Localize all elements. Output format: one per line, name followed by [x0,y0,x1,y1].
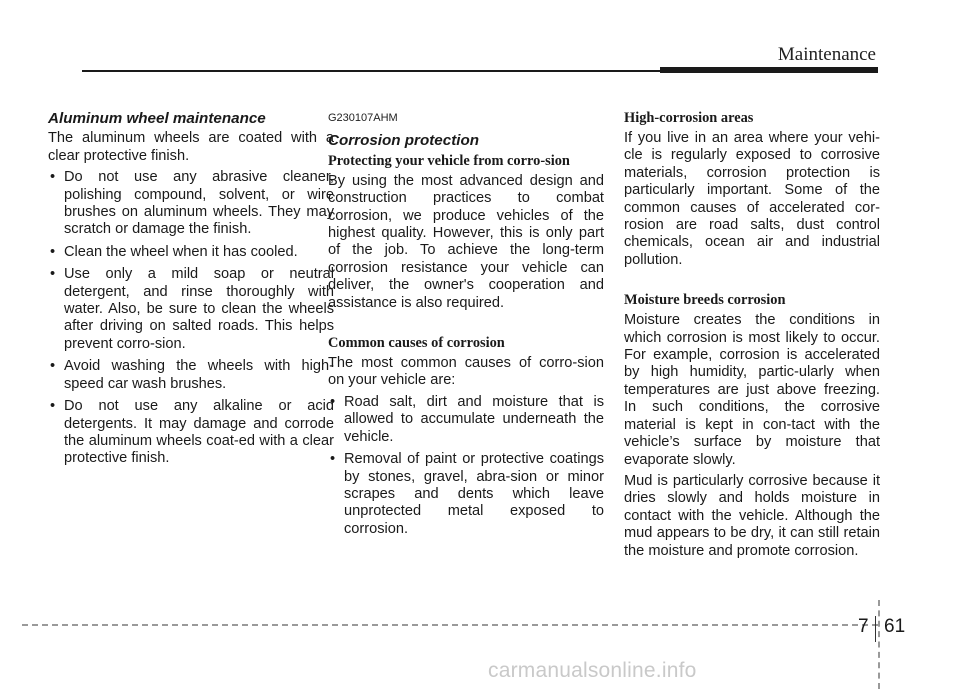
subheading-common-causes: Common causes of corrosion [328,335,505,352]
list-item: • Do not use any alkaline or acid detergents. It may damage and corrode the aluminum wheels coat-ed with a clear protective finish. [48,398,334,468]
header-rule-thick [660,67,878,73]
section-title: Maintenance [777,44,876,65]
list-item: • Do not use any abrasive cleaner, polishing compound, solvent, or wire brushes on aluminum wheels. They may scratch or damage the finish. [48,169,334,239]
column-corrosion-protection [328,110,604,543]
paragraph-high-corrosion: If you live in an area where your vehi-cle is regularly exposed to corrosive materials, corrosion protection is particularly important. Some of the common causes of accelerated cor-rosion are road salts, dust control chemicals, ocean air and industrial pollution. [624,130,880,268]
watermark: carmanualsonline.info [488,659,697,682]
footer-dashed-vertical [878,600,880,689]
page-number: 61 [884,616,906,637]
subheading-moisture: Moisture breeds corrosion [624,292,786,309]
list-item: • Clean the wheel when it has cooled. [48,244,334,261]
paragraph-common-causes: The most common causes of corro-sion on your vehicle are: [328,355,604,389]
intro-paragraph: The aluminum wheels are coated with a clear protective finish. [48,130,334,164]
wheel-care-list [48,169,334,468]
paragraph-protecting: By using the most advanced design and construction practices to combat corrosion, we produce vehicles of the highest quality. However, this is only part of the job. To achieve the long-term corrosion resistance your vehicle can deliver, the owner's cooperation and assistance is also required. [328,172,604,311]
subheading-high-corrosion: High-corrosion areas [624,110,754,126]
heading-corrosion-protection: Corrosion protection [328,132,480,150]
column-high-corrosion [624,110,880,564]
column-aluminum-wheels [48,110,334,473]
header-rule-thin [82,70,662,72]
paragraph-moisture: Moisture creates the conditions in which corrosion is most likely to occur. For example, corrosion is accelerated by high humidity, partic-ularly when temperatures are just above freezing. In such conditions, the corrosive material is kept in con-tact with the vehicle’s surface by moisture that evaporate slowly. [624,312,880,468]
section-code: G230107AHM [328,112,398,124]
list-item: • Removal of paint or protective coatings by stones, gravel, abra-sion or minor scrapes and dents which leave unprotected metal exposed to corrosion. [328,451,604,538]
list-item: • Road salt, dirt and moisture that is allowed to accumulate underneath the vehicle. [328,394,604,446]
chapter-number: 7 [858,616,869,637]
paragraph-mud: Mud is particularly corrosive because it dries slowly and holds moisture in contact with the vehicle. Although the mud appears to be dry, it can still retain the moisture and promote corrosion. [624,472,880,559]
page-number-divider [875,616,876,642]
footer-dashed-rule [22,624,878,626]
list-item: • Use only a mild soap or neutral detergent, and rinse thoroughly with water. Also, be sure to clean the wheels after driving on salted roads. This helps prevent corro-sion. [48,266,334,353]
causes-list [328,394,604,538]
heading-aluminum-wheel: Aluminum wheel maintenance [48,110,266,127]
list-item: • Avoid washing the wheels with high-speed car wash brushes. [48,358,334,393]
subheading-protecting: Protecting your vehicle from corro-sion [328,152,570,169]
